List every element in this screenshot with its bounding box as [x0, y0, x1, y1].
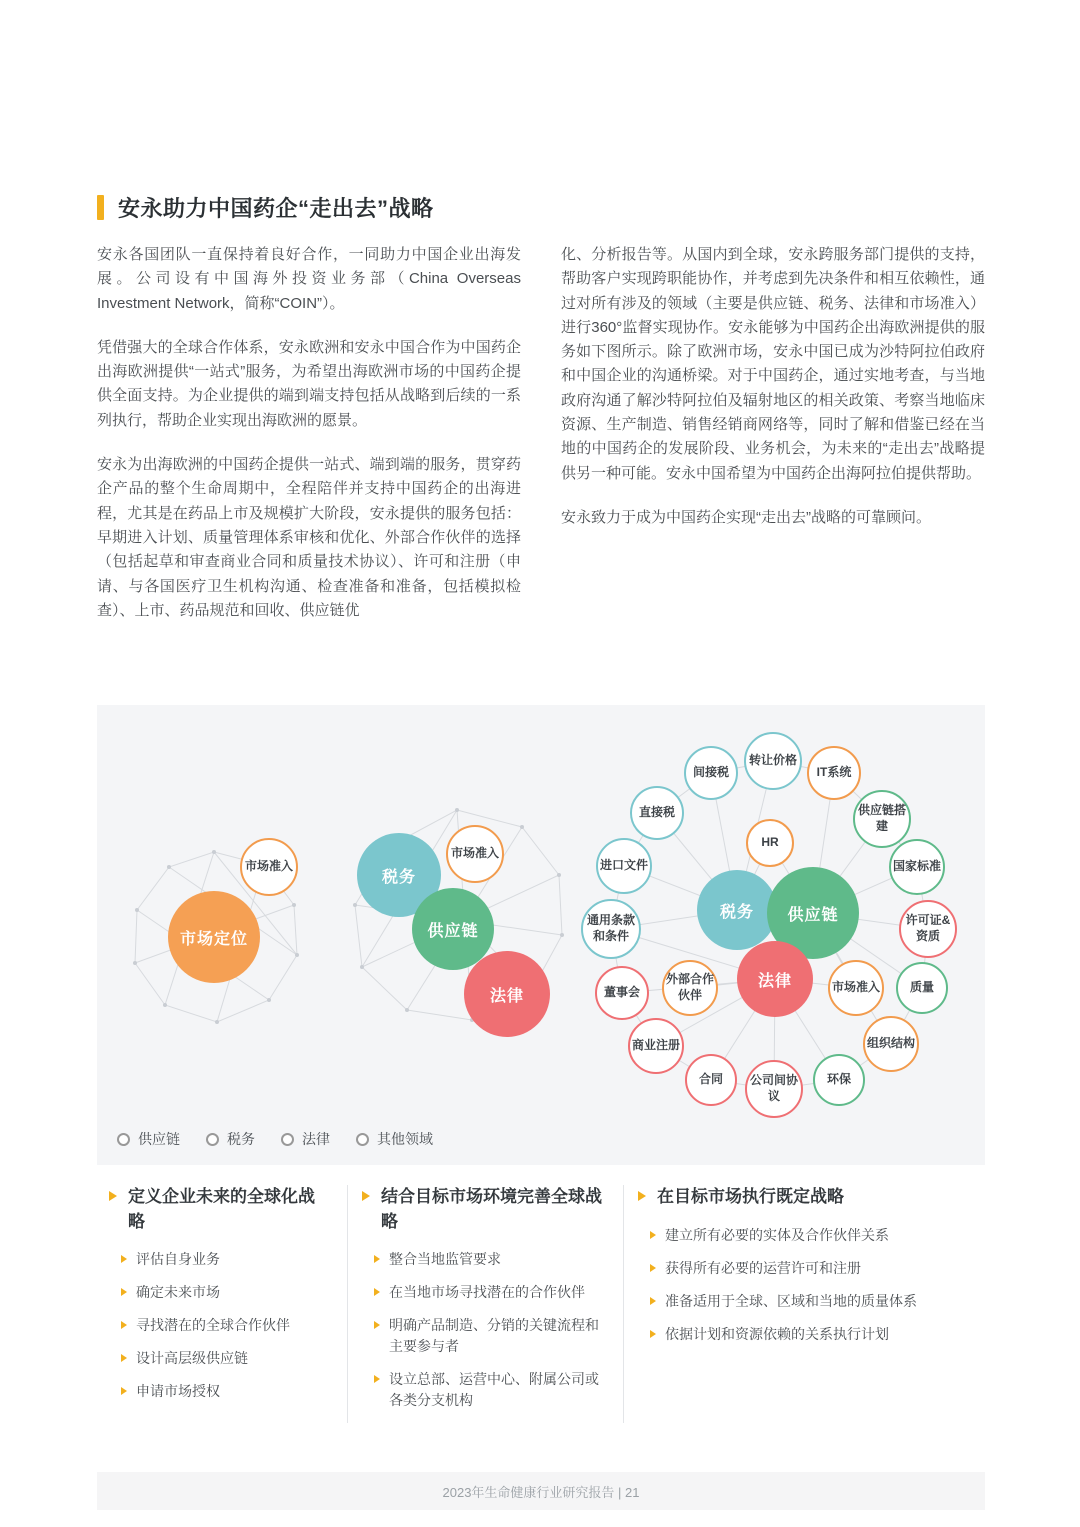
tax-legend-icon [206, 1133, 219, 1146]
strategy-header [638, 1185, 967, 1210]
bullet-arrow-icon [650, 1264, 656, 1272]
bubble-label: 通用条款和条件 [586, 913, 635, 943]
bubble-direct-tax [630, 786, 684, 840]
bubble-national-standards [889, 839, 945, 895]
bubble-label: 法律 [489, 987, 524, 1005]
bullet-arrow-icon [121, 1354, 127, 1362]
arrow-icon [109, 1191, 117, 1201]
strategy-header [109, 1185, 329, 1234]
strategy-column-execute [623, 1185, 985, 1423]
bubble-label: 供应链 [427, 922, 479, 940]
paragraph: 安永致力于成为中国药企实现“走出去”战略的可靠顾问。 [561, 508, 931, 526]
bubble-environmental-protection [813, 1054, 865, 1106]
strategy-item [374, 1315, 605, 1357]
bubble-label: 董事会 [603, 985, 640, 1000]
bullet-arrow-icon [121, 1321, 127, 1329]
strategy-item [650, 1324, 967, 1345]
bubble-label: 外部合作伙伴 [666, 972, 715, 1002]
strategy-item-label: 申请市场授权 [136, 1383, 220, 1400]
bubble-label: 供应链搭建 [857, 803, 906, 833]
strategy-item [121, 1381, 329, 1402]
bubble-label: 公司间协议 [749, 1073, 798, 1103]
diagram-legend [117, 1129, 433, 1149]
strategy-section [97, 1185, 985, 1423]
paragraph: 凭借强大的全球合作体系，安永欧洲和安永中国合作为中国药企出海欧洲提供“一站式”服务，为希望出海欧洲市场的中国药企提供全面支持。为企业提供的端到端支持包括从战略到后续的一系列执行，帮助企业实现出海欧洲的愿景。 [97, 338, 521, 429]
legend-item-tax [206, 1129, 255, 1149]
bubble-label: 市场准入 [450, 846, 499, 861]
bullet-arrow-icon [121, 1387, 127, 1395]
strategy-title: 结合目标市场环境完善全球战略 [381, 1187, 602, 1231]
bubble-market-access [446, 825, 504, 883]
strategy-item-label: 确定未来市场 [136, 1284, 220, 1301]
bubble-label: 转让价格 [748, 753, 797, 768]
article-right-column [561, 243, 985, 550]
bubble-label: 商业注册 [632, 1038, 681, 1053]
bubble-label: 法律 [757, 972, 792, 990]
bubble-organization-structure [863, 1016, 919, 1072]
bullet-arrow-icon [374, 1255, 380, 1263]
bubble-legal [737, 941, 813, 1017]
bubble-label: 许可证&资质 [905, 913, 951, 943]
bubble-label: 国家标准 [893, 859, 942, 874]
legend-item-other [356, 1129, 433, 1149]
bullet-arrow-icon [650, 1330, 656, 1338]
article-left-column [97, 243, 521, 643]
strategy-header [362, 1185, 605, 1234]
section-title-row [97, 192, 434, 223]
strategy-item-label: 建立所有必要的实体及合作伙伴关系 [665, 1226, 889, 1243]
bubble-board-of-directors [595, 966, 649, 1020]
arrow-icon [362, 1191, 370, 1201]
strategy-title: 定义企业未来的全球化战略 [128, 1187, 315, 1231]
legend-label: 法律 [302, 1131, 330, 1147]
paragraph: 安永为出海欧洲的中国药企提供一站式、端到端的服务，贯穿药企产品的整个生命周期中，全程陪伴并支持中国药企的出海进程，尤其是在药品上市及规模扩大阶段，安永提供的服务包括：早期进入计划、质量管理体系审核和优化、外部合作伙伴的选择（包括起草和审查商业合同和质量技术协议）、许可和注册（申请、与各国医疗卫生机构沟通、检查准备和准备，包括模拟检查）、上市、药品规范和回收、供应链优 [97, 456, 521, 619]
strategy-item-label: 设立总部、运营中心、附属公司或各类分支机构 [389, 1371, 599, 1409]
strategy-item-label: 准备适用于全球、区域和当地的质量体系 [665, 1292, 917, 1309]
legend-label: 税务 [227, 1131, 255, 1147]
footer-text: 2023年生命健康行业研究报告 | 21 [442, 1484, 640, 1500]
strategy-item [374, 1369, 605, 1411]
bubble-intercompany-agreements [745, 1060, 803, 1118]
bubble-label: 质量 [909, 980, 934, 995]
other-areas-legend-icon [356, 1133, 369, 1146]
strategy-item-label: 评估自身业务 [136, 1251, 220, 1268]
bubble-business-registration [628, 1018, 684, 1074]
bubble-label: 组织结构 [867, 1036, 916, 1051]
strategy-item-label: 设计高层级供应链 [136, 1350, 248, 1367]
bubble-label: 市场准入 [832, 980, 881, 995]
bubble-label: 合同 [698, 1072, 723, 1087]
strategy-item-label: 寻找潜在的全球合作伙伴 [136, 1317, 290, 1334]
strategy-item [121, 1315, 329, 1336]
strategy-item-label: 明确产品制造、分销的关键流程和主要参与者 [389, 1317, 599, 1355]
bubble-quality [896, 962, 948, 1014]
bubble-label: IT系统 [816, 765, 852, 780]
strategy-item [374, 1249, 605, 1270]
bubble-import-documents [596, 838, 652, 894]
bubble-label: 税务 [719, 903, 754, 921]
bubble-label: 市场准入 [244, 859, 293, 874]
bullet-arrow-icon [121, 1255, 127, 1263]
arrow-icon [638, 1191, 646, 1201]
bubble-indirect-tax [684, 746, 738, 800]
strategy-item [121, 1282, 329, 1303]
bubble-label: 进口文件 [600, 858, 649, 873]
strategy-item-label: 获得所有必要的运营许可和注册 [665, 1259, 861, 1276]
bubble-market-access [240, 838, 298, 896]
strategy-item-label: 整合当地监管要求 [389, 1251, 501, 1268]
page-footer [97, 1472, 985, 1510]
bubble-external-partners [662, 960, 718, 1016]
bubble-label: 直接税 [638, 805, 675, 820]
paragraph: 化、分析报告等。从国内到全球，安永跨服务部门提供的支持，帮助客户实现跨职能协作，并考虑到先决条件和相互依赖性，通过对所有涉及的领域（主要是供应链、税务、法律和市场准入）进行360°监督实现协作。安永能够为中国药企出海欧洲提供的服务如下图所示。除了欧洲市场，安永中国已成为沙特阿拉伯政府和中国企业的沟通桥梁。对于中国药企，通过实地考查，与当地政府沟通了解沙特阿拉伯及辐射地区的相关政策、考察当地临床资源、生产制造、销售经销商网络等，同时了解和借鉴已经在当地的中国药企的发展阶段、业务机会，为未来的“走出去”战略提供另一种可能。安永中国希望为中国药企出海阿拉伯提供帮助。 [561, 246, 985, 482]
strategy-item-label: 依据计划和资源依赖的关系执行计划 [665, 1325, 889, 1342]
strategy-item-label: 在当地市场寻找潜在的合作伙伴 [389, 1284, 585, 1301]
bullet-arrow-icon [374, 1321, 380, 1329]
bubble-label: 供应链 [787, 906, 839, 924]
bullet-arrow-icon [650, 1231, 656, 1239]
bubble-general-terms-conditions [581, 899, 641, 959]
bubble-tax [697, 870, 777, 950]
strategy-title: 在目标市场执行既定战略 [657, 1187, 844, 1206]
bubble-label: 环保 [826, 1072, 851, 1087]
strategy-item [121, 1348, 329, 1369]
bubble-market-access [828, 960, 884, 1016]
bullet-arrow-icon [121, 1288, 127, 1296]
legend-item-legal [281, 1129, 330, 1149]
legal-legend-icon [281, 1133, 294, 1146]
paragraph: 安永各国团队一直保持着良好合作，一同助力中国企业出海发展。公司设有中国海外投资业务部（China Overseas Investment Network，简称“COIN”）。 [97, 246, 521, 312]
bubble-supply-chain-setup [853, 790, 911, 848]
page-title: 安永助力中国药企“走出去”战略 [118, 196, 434, 221]
bullet-arrow-icon [650, 1297, 656, 1305]
strategy-column-define [97, 1185, 347, 1423]
legend-label: 其他领域 [377, 1131, 433, 1147]
bubble-legal [464, 951, 550, 1037]
strategy-item [650, 1291, 967, 1312]
bubble-label: 税务 [381, 868, 416, 886]
diagram-panel [97, 705, 985, 1165]
bubble-label: HR [761, 835, 779, 850]
title-accent-bar [97, 195, 104, 220]
bubble-market-positioning [168, 891, 260, 983]
bubble-label: 市场定位 [179, 930, 248, 948]
legend-item-supply-chain [117, 1129, 180, 1149]
bullet-arrow-icon [374, 1288, 380, 1296]
bullet-arrow-icon [374, 1375, 380, 1383]
strategy-item [650, 1225, 967, 1246]
bubble-label: 间接税 [692, 765, 729, 780]
bubble-hr [746, 819, 794, 867]
bubble-licenses-qualifications [899, 900, 957, 958]
legend-label: 供应链 [138, 1131, 180, 1147]
supply-chain-legend-icon [117, 1133, 130, 1146]
strategy-item [650, 1258, 967, 1279]
bubble-transfer-pricing [744, 732, 802, 790]
bubble-contract [685, 1054, 737, 1106]
strategy-column-refine [347, 1185, 623, 1423]
bubble-it-systems [807, 746, 861, 800]
strategy-item [121, 1249, 329, 1270]
strategy-item [374, 1282, 605, 1303]
